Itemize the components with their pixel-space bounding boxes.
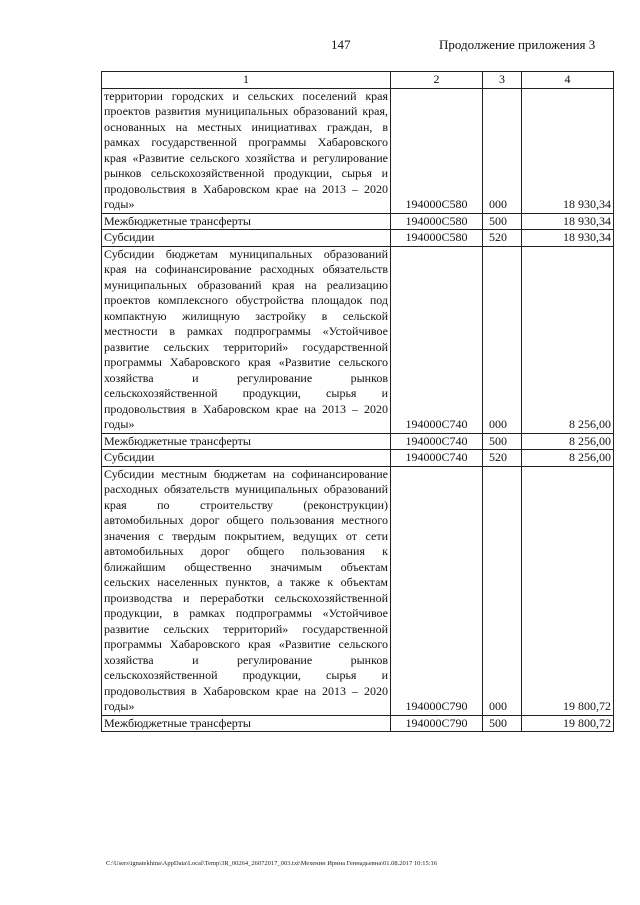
table-row xyxy=(102,246,614,433)
footer-file-path: C:\Users\ignatekhina\AppData\Local\Temp\3R_00264_26072017_003.txt\Мехенин Ирина Геннадьевна\01.08.2017 10:15:16 xyxy=(106,860,438,867)
table-header-row xyxy=(102,72,614,89)
column-header: 3 xyxy=(483,72,522,89)
table-row xyxy=(102,88,614,213)
expense-type-cell: 500 xyxy=(483,433,522,450)
expense-type-cell: 000 xyxy=(483,88,522,213)
column-header: 2 xyxy=(391,72,483,89)
amount-cell: 8 256,00 xyxy=(522,433,614,450)
table-row xyxy=(102,433,614,450)
amount-cell: 8 256,00 xyxy=(522,246,614,433)
budget-table xyxy=(101,71,614,732)
expense-name-cell: Субсидии xyxy=(102,450,391,467)
expense-name-cell: Субсидии местным бюджетам на софинансирование расходных обязательств муниципальных образований края по строительству (реконструкции) автомобильных дорог общего пользования местного значения с твердым покрытием, ведущих от сети автомобильных дорог общего пользования к ближайшим общественно значимым объектам сельских населенных пунктов, а также к объектам производства и переработки сельскохозяйственной продукции, в рамках подпрограммы «Устойчивое развитие сельских территорий» государственной программы Хабаровского края «Развитие сельского хозяйства и регулирование рынков сельскохозяйственной продукции, сырья и продовольствия в Хабаровском крае на 2013 – 2020 годы» xyxy=(102,466,391,715)
target-code-cell: 194000С740 xyxy=(391,246,483,433)
amount-cell: 19 800,72 xyxy=(522,466,614,715)
expense-name-cell: Субсидии xyxy=(102,230,391,247)
expense-name-cell: Межбюджетные трансферты xyxy=(102,433,391,450)
expense-name-cell: Субсидии бюджетам муниципальных образований края на софинансирование расходных обязательств муниципальных образований края на реализацию проектов комплексного обустройства площадок под компактную жилищную застройку в сельской местности в рамках подпрограммы «Устойчивое развитие сельских территорий» государственной программы Хабаровского края «Развитие сельского хозяйства и регулирование рынков сельскохозяйственной продукции, сырья и продовольствия в Хабаровском крае на 2013 – 2020 годы» xyxy=(102,246,391,433)
expense-name-cell: Межбюджетные трансферты xyxy=(102,213,391,230)
target-code-cell: 194000С580 xyxy=(391,88,483,213)
target-code-cell: 194000С790 xyxy=(391,466,483,715)
expense-type-cell: 000 xyxy=(483,466,522,715)
table-row xyxy=(102,213,614,230)
expense-type-cell: 500 xyxy=(483,715,522,732)
amount-cell: 8 256,00 xyxy=(522,450,614,467)
table-row xyxy=(102,466,614,715)
target-code-cell: 194000С580 xyxy=(391,213,483,230)
expense-type-cell: 520 xyxy=(483,230,522,247)
target-code-cell: 194000С740 xyxy=(391,433,483,450)
amount-cell: 18 930,34 xyxy=(522,230,614,247)
page-number: 147 xyxy=(331,37,351,52)
target-code-cell: 194000С740 xyxy=(391,450,483,467)
target-code-cell: 194000С580 xyxy=(391,230,483,247)
amount-cell: 18 930,34 xyxy=(522,88,614,213)
expense-type-cell: 520 xyxy=(483,450,522,467)
table-row xyxy=(102,715,614,732)
table-row xyxy=(102,450,614,467)
table-row xyxy=(102,230,614,247)
expense-type-cell: 000 xyxy=(483,246,522,433)
target-code-cell: 194000С790 xyxy=(391,715,483,732)
amount-cell: 18 930,34 xyxy=(522,213,614,230)
column-header: 4 xyxy=(522,72,614,89)
amount-cell: 19 800,72 xyxy=(522,715,614,732)
expense-name-cell: Межбюджетные трансферты xyxy=(102,715,391,732)
expense-name-cell: территории городских и сельских поселений края проектов развития муниципальных образований края, основанных на местных инициативах граждан, в рамках государственной программы Хабаровского края «Развитие сельского хозяйства и регулирование рынков сельскохозяйственной продукции, сырья и продовольствия в Хабаровском крае на 2013 – 2020 годы» xyxy=(102,88,391,213)
column-header: 1 xyxy=(102,72,391,89)
appendix-continuation-label: Продолжение приложения 3 xyxy=(439,37,596,52)
expense-type-cell: 500 xyxy=(483,213,522,230)
